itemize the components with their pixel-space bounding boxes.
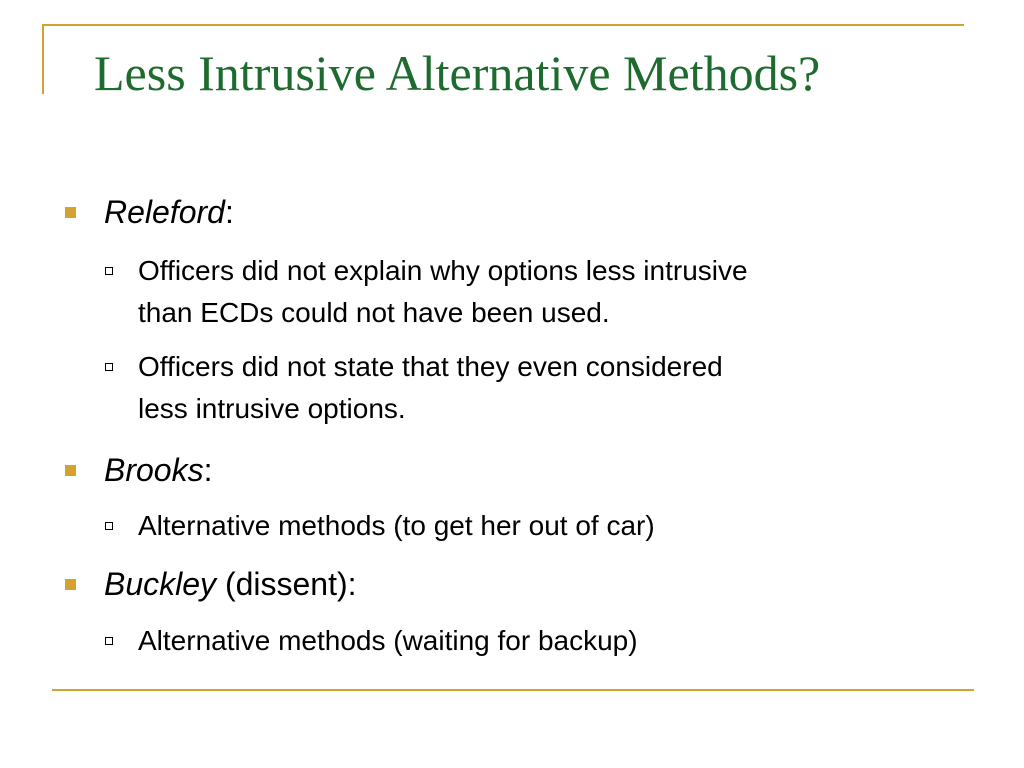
bullet-releford bbox=[104, 192, 234, 232]
case-name: Brooks bbox=[104, 452, 204, 488]
sub-bullet bbox=[138, 620, 968, 662]
square-bullet-icon bbox=[65, 207, 76, 218]
hollow-square-bullet-icon bbox=[105, 267, 113, 275]
case-suffix: : bbox=[203, 452, 213, 488]
case-suffix: : bbox=[224, 194, 234, 230]
hollow-square-bullet-icon bbox=[105, 522, 113, 530]
sub-bullet-line: Officers did not explain why options less intrusive bbox=[138, 255, 748, 286]
case-name: Releford bbox=[104, 194, 225, 230]
bullet-brooks bbox=[104, 450, 212, 490]
sub-bullet bbox=[138, 346, 968, 430]
sub-bullet-line: Officers did not state that they even considered bbox=[138, 351, 723, 382]
square-bullet-icon bbox=[65, 579, 76, 590]
case-name: Buckley bbox=[104, 566, 217, 602]
hollow-square-bullet-icon bbox=[105, 363, 113, 371]
sub-bullet-line: than ECDs could not have been used. bbox=[138, 297, 610, 328]
sub-bullet bbox=[138, 505, 968, 547]
case-suffix: (dissent): bbox=[216, 566, 357, 602]
square-bullet-icon bbox=[65, 465, 76, 476]
sub-bullet-line: less intrusive options. bbox=[138, 393, 406, 424]
bullet-buckley bbox=[104, 564, 357, 604]
sub-bullet-line: Alternative methods (to get her out of car) bbox=[138, 510, 655, 541]
sub-bullet-line: Alternative methods (waiting for backup) bbox=[138, 625, 638, 656]
sub-bullet bbox=[138, 250, 968, 334]
slide-title: Less Intrusive Alternative Methods? bbox=[94, 45, 821, 101]
hollow-square-bullet-icon bbox=[105, 637, 113, 645]
